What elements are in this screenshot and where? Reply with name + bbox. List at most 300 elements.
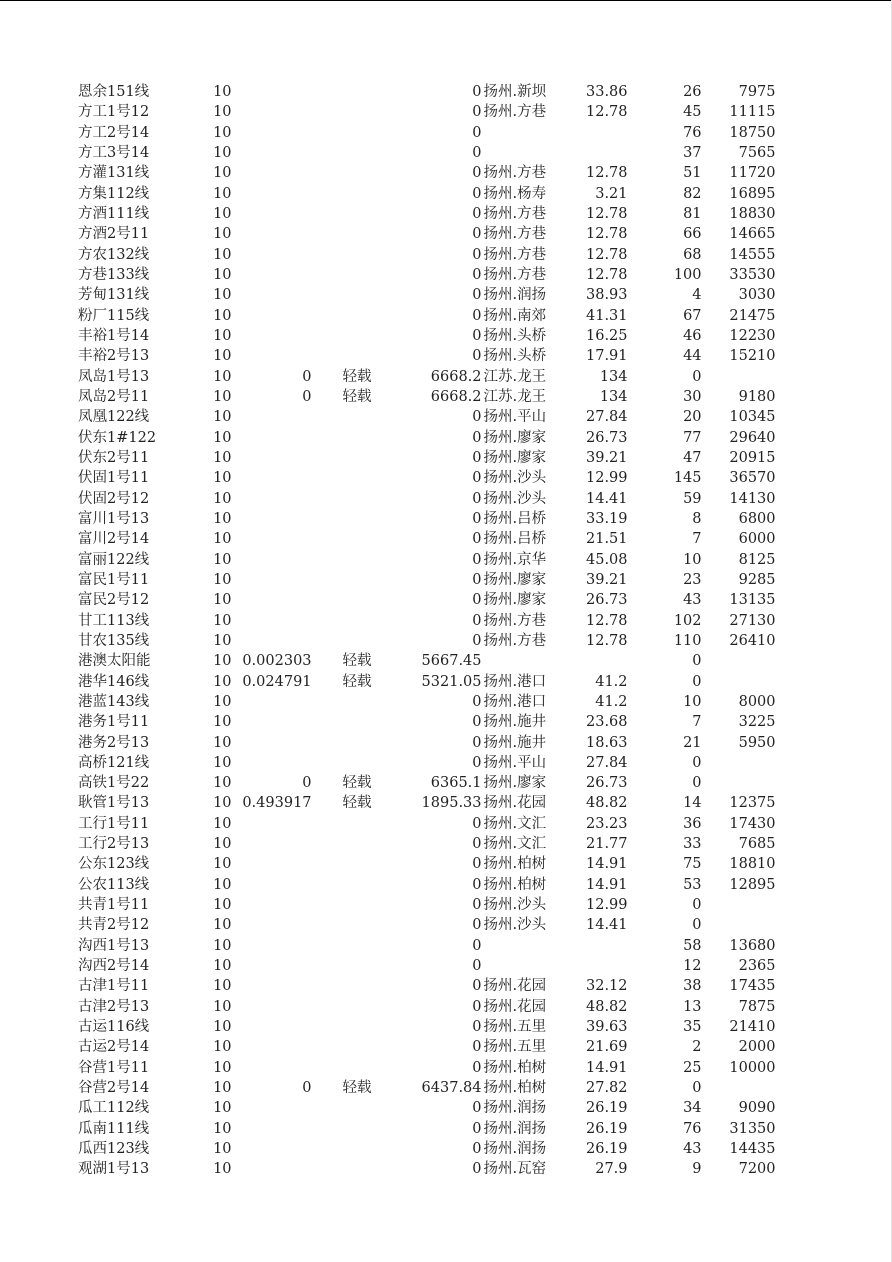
line-name-cell: 港务1号11 — [78, 714, 150, 731]
ratio-cell — [232, 123, 312, 143]
total-cell — [702, 773, 776, 793]
table-row — [78, 651, 776, 671]
line-name-cell: 耿管1号13 — [78, 795, 150, 812]
count-cell: 53 — [683, 876, 702, 893]
load-status-cell — [312, 1119, 372, 1139]
voltage-cell: 10 — [213, 592, 232, 609]
voltage-cell: 10 — [213, 287, 232, 304]
voltage-cell: 10 — [213, 348, 232, 365]
distance-cell: 23.23 — [586, 815, 628, 832]
voltage-cell: 10 — [213, 1080, 232, 1097]
line-name-cell: 瓜工112线 — [78, 1100, 150, 1117]
value-cell: 0 — [472, 754, 482, 771]
total-cell: 12230 — [729, 327, 776, 344]
distance-cell: 21.69 — [586, 1039, 628, 1056]
value-cell: 0 — [472, 978, 482, 995]
table-row — [78, 773, 776, 793]
voltage-cell: 10 — [213, 917, 232, 934]
load-status-cell — [312, 631, 372, 651]
area-cell: 扬州.廖家 — [483, 449, 547, 466]
distance-cell: 14.91 — [586, 1059, 628, 1076]
line-name-cell: 甘工113线 — [78, 612, 150, 629]
table-row — [78, 1017, 776, 1037]
ratio-cell — [232, 428, 312, 448]
line-name-cell: 伏固2号12 — [78, 490, 150, 507]
table-row — [78, 204, 776, 224]
load-status-cell: 轻载 — [342, 388, 372, 405]
count-cell: 9 — [692, 1161, 702, 1178]
load-status-cell — [312, 1139, 372, 1159]
distance-cell: 12.78 — [586, 226, 628, 243]
load-status-cell — [312, 611, 372, 631]
ratio-cell — [232, 1098, 312, 1118]
voltage-cell: 10 — [213, 1059, 232, 1076]
total-cell: 7565 — [738, 144, 776, 161]
value-cell: 0 — [472, 470, 482, 487]
total-cell: 6000 — [738, 531, 776, 548]
voltage-cell: 10 — [213, 409, 232, 426]
area-cell — [482, 143, 558, 163]
voltage-cell: 10 — [213, 571, 232, 588]
count-cell: 77 — [683, 429, 702, 446]
load-status-cell — [312, 1037, 372, 1057]
area-cell: 扬州.润扬 — [483, 1141, 547, 1158]
ratio-cell — [232, 163, 312, 183]
ratio-cell — [232, 915, 312, 935]
ratio-cell — [232, 753, 312, 773]
line-name-cell: 公东123线 — [78, 856, 150, 873]
total-cell: 13135 — [729, 592, 776, 609]
area-cell: 扬州.润扬 — [483, 287, 547, 304]
count-cell: 38 — [683, 978, 702, 995]
total-cell — [702, 672, 776, 692]
ratio-cell — [232, 184, 312, 204]
count-cell: 12 — [683, 958, 702, 975]
table-row — [78, 285, 776, 305]
voltage-cell: 10 — [213, 897, 232, 914]
voltage-cell: 10 — [213, 815, 232, 832]
load-status-cell: 轻载 — [342, 795, 372, 812]
table-row — [78, 245, 776, 265]
total-cell — [702, 895, 776, 915]
total-cell: 12375 — [729, 795, 776, 812]
table-body — [78, 82, 776, 1180]
table-row — [78, 590, 776, 610]
load-status-cell — [312, 956, 372, 976]
load-status-cell — [312, 733, 372, 753]
table-row — [78, 1159, 776, 1179]
value-cell: 0 — [472, 490, 482, 507]
line-name-cell: 谷营2号14 — [78, 1080, 150, 1097]
line-name-cell: 方农132线 — [78, 246, 150, 263]
area-cell: 扬州.柏树 — [483, 1080, 547, 1097]
table-row — [78, 631, 776, 651]
voltage-cell: 10 — [213, 266, 232, 283]
line-name-cell: 富川1号13 — [78, 510, 150, 527]
total-cell: 29640 — [729, 429, 776, 446]
area-cell: 扬州.沙头 — [483, 897, 547, 914]
count-cell: 14 — [683, 795, 702, 812]
load-status-cell — [312, 1159, 372, 1179]
value-cell: 0 — [472, 937, 482, 954]
ratio-cell — [232, 468, 312, 488]
table-row — [78, 915, 776, 935]
table-row — [78, 265, 776, 285]
total-cell: 5950 — [738, 734, 776, 751]
total-cell: 10345 — [729, 409, 776, 426]
line-name-cell: 富民1号11 — [78, 571, 150, 588]
value-cell: 0 — [472, 348, 482, 365]
voltage-cell: 10 — [213, 795, 232, 812]
ratio-cell — [232, 570, 312, 590]
voltage-cell: 10 — [213, 470, 232, 487]
area-cell — [482, 956, 558, 976]
area-cell: 扬州.花园 — [483, 998, 547, 1015]
table-row — [78, 346, 776, 366]
voltage-cell: 10 — [213, 246, 232, 263]
line-name-cell: 共青2号12 — [78, 917, 150, 934]
ratio-cell — [232, 1037, 312, 1057]
value-cell: 1895.33 — [421, 795, 482, 812]
table-row — [78, 163, 776, 183]
value-cell: 0 — [472, 246, 482, 263]
load-status-cell — [312, 265, 372, 285]
count-cell: 25 — [683, 1059, 702, 1076]
total-cell: 9285 — [738, 571, 776, 588]
voltage-cell: 10 — [213, 612, 232, 629]
total-cell: 11115 — [729, 104, 776, 121]
line-name-cell: 凤岛2号11 — [78, 388, 150, 405]
count-cell: 20 — [683, 409, 702, 426]
count-cell: 58 — [683, 937, 702, 954]
ratio-cell — [232, 895, 312, 915]
total-cell: 15210 — [729, 348, 776, 365]
table-row — [78, 550, 776, 570]
load-status-cell — [312, 692, 372, 712]
voltage-cell: 10 — [213, 165, 232, 182]
line-name-cell: 港蓝143线 — [78, 693, 150, 710]
table-row — [78, 976, 776, 996]
voltage-cell: 10 — [213, 185, 232, 202]
voltage-cell: 10 — [213, 958, 232, 975]
total-cell: 33530 — [729, 266, 776, 283]
load-status-cell — [312, 936, 372, 956]
area-cell: 扬州.施井 — [483, 714, 547, 731]
load-status-cell — [312, 102, 372, 122]
value-cell: 0 — [472, 1161, 482, 1178]
count-cell: 0 — [692, 897, 702, 914]
voltage-cell: 10 — [213, 734, 232, 751]
count-cell: 26 — [683, 84, 702, 100]
distance-cell: 134 — [599, 388, 628, 405]
count-cell: 145 — [673, 470, 702, 487]
ratio-cell — [232, 326, 312, 346]
count-cell: 0 — [692, 917, 702, 934]
area-cell: 扬州.吕桥 — [483, 510, 547, 527]
ratio-cell — [232, 712, 312, 732]
area-cell: 扬州.南郊 — [483, 307, 547, 324]
load-status-cell — [312, 590, 372, 610]
value-cell: 0 — [472, 266, 482, 283]
load-status-cell: 轻载 — [342, 1080, 372, 1097]
value-cell: 0 — [472, 551, 482, 568]
table-row — [78, 326, 776, 346]
load-status-cell: 轻载 — [342, 673, 372, 690]
area-cell: 扬州.柏树 — [483, 876, 547, 893]
line-name-cell: 古运116线 — [78, 1019, 150, 1036]
load-status-cell — [312, 570, 372, 590]
distance-cell: 12.78 — [586, 205, 628, 222]
voltage-cell: 10 — [213, 1100, 232, 1117]
load-status-cell — [312, 1098, 372, 1118]
area-cell: 扬州.沙头 — [483, 490, 547, 507]
area-cell: 扬州.廖家 — [483, 571, 547, 588]
line-name-cell: 富丽122线 — [78, 551, 150, 568]
total-cell: 7200 — [738, 1161, 776, 1178]
distance-cell: 21.51 — [586, 531, 628, 548]
distance-cell: 18.63 — [586, 734, 628, 751]
distance-cell: 12.78 — [586, 612, 628, 629]
distance-cell: 27.84 — [586, 754, 628, 771]
ratio-cell — [232, 692, 312, 712]
voltage-cell: 10 — [213, 226, 232, 243]
distance-cell: 12.99 — [586, 897, 628, 914]
ratio-cell — [232, 82, 312, 102]
distance-cell: 26.73 — [586, 775, 628, 792]
table-row — [78, 1037, 776, 1057]
value-cell: 0 — [472, 185, 482, 202]
count-cell: 7 — [692, 714, 702, 731]
voltage-cell: 10 — [213, 205, 232, 222]
ratio-cell — [232, 1159, 312, 1179]
area-cell: 扬州.沙头 — [483, 917, 547, 934]
voltage-cell: 10 — [213, 937, 232, 954]
total-cell: 18830 — [729, 205, 776, 222]
data-table — [78, 82, 776, 1180]
table-row — [78, 1139, 776, 1159]
value-cell: 6668.2 — [430, 368, 482, 385]
total-cell: 13680 — [729, 937, 776, 954]
table-row — [78, 448, 776, 468]
count-cell: 110 — [673, 632, 702, 649]
voltage-cell: 10 — [213, 978, 232, 995]
area-cell: 扬州.廖家 — [483, 775, 547, 792]
line-name-cell: 瓜南111线 — [78, 1120, 150, 1137]
ratio-cell — [232, 1017, 312, 1037]
ratio-cell — [232, 956, 312, 976]
total-cell: 14130 — [729, 490, 776, 507]
distance-cell: 33.19 — [586, 510, 628, 527]
table-row — [78, 143, 776, 163]
area-cell: 扬州.头桥 — [483, 327, 547, 344]
value-cell: 5321.05 — [421, 673, 482, 690]
area-cell: 扬州.方巷 — [483, 612, 547, 629]
total-cell: 17435 — [729, 978, 776, 995]
area-cell: 扬州.吕桥 — [483, 531, 547, 548]
line-name-cell: 方酒2号11 — [78, 226, 150, 243]
table-row — [78, 814, 776, 834]
ratio-cell — [232, 976, 312, 996]
distance-cell: 32.12 — [586, 978, 628, 995]
value-cell: 0 — [472, 815, 482, 832]
table-row — [78, 489, 776, 509]
value-cell: 0 — [472, 327, 482, 344]
area-cell: 扬州.瓦窑 — [483, 1161, 547, 1178]
load-status-cell — [312, 143, 372, 163]
area-cell: 扬州.花园 — [483, 978, 547, 995]
table-row — [78, 672, 776, 692]
ratio-cell — [232, 489, 312, 509]
count-cell: 68 — [683, 246, 702, 263]
load-status-cell — [312, 529, 372, 549]
table-row — [78, 875, 776, 895]
table-row — [78, 509, 776, 529]
load-status-cell — [312, 976, 372, 996]
load-status-cell — [312, 915, 372, 935]
value-cell: 5667.45 — [421, 653, 482, 670]
load-status-cell — [312, 306, 372, 326]
area-cell: 扬州.柏树 — [483, 1059, 547, 1076]
total-cell: 31350 — [729, 1120, 776, 1137]
distance-cell: 39.21 — [586, 571, 628, 588]
line-name-cell: 高桥121线 — [78, 754, 150, 771]
table-row — [78, 854, 776, 874]
distance-cell: 26.73 — [586, 592, 628, 609]
distance-cell: 134 — [599, 368, 628, 385]
distance-cell: 41.2 — [595, 673, 628, 690]
voltage-cell: 10 — [213, 693, 232, 710]
line-name-cell: 公农113线 — [78, 876, 150, 893]
total-cell: 3225 — [738, 714, 776, 731]
table-row — [78, 733, 776, 753]
load-status-cell: 轻载 — [342, 775, 372, 792]
distance-cell: 41.2 — [595, 693, 628, 710]
line-name-cell: 工行1号11 — [78, 815, 150, 832]
ratio-cell — [232, 102, 312, 122]
voltage-cell: 10 — [213, 388, 232, 405]
table-row — [78, 997, 776, 1017]
distance-cell: 39.63 — [586, 1019, 628, 1036]
table-row — [78, 1098, 776, 1118]
count-cell: 82 — [683, 185, 702, 202]
line-name-cell: 谷营1号11 — [78, 1059, 150, 1076]
total-cell: 3030 — [738, 287, 776, 304]
distance-cell: 14.91 — [586, 876, 628, 893]
distance-cell: 3.21 — [595, 185, 628, 202]
count-cell: 23 — [683, 571, 702, 588]
count-cell: 36 — [683, 815, 702, 832]
load-status-cell — [312, 82, 372, 102]
voltage-cell: 10 — [213, 1039, 232, 1056]
area-cell: 扬州.五里 — [483, 1019, 547, 1036]
distance-cell: 33.86 — [586, 84, 628, 100]
area-cell — [482, 651, 558, 671]
value-cell: 0 — [472, 449, 482, 466]
line-name-cell: 凤岛1号13 — [78, 368, 150, 385]
count-cell: 47 — [683, 449, 702, 466]
ratio-cell: 0 — [302, 388, 312, 405]
line-name-cell: 共青1号11 — [78, 897, 150, 914]
count-cell: 59 — [683, 490, 702, 507]
area-cell: 扬州.平山 — [483, 409, 547, 426]
line-name-cell: 方巷133线 — [78, 266, 150, 283]
total-cell: 7975 — [738, 84, 776, 100]
ratio-cell — [232, 814, 312, 834]
total-cell: 21410 — [729, 1019, 776, 1036]
area-cell: 扬州.头桥 — [483, 348, 547, 365]
area-cell: 扬州.方巷 — [483, 632, 547, 649]
ratio-cell — [232, 285, 312, 305]
count-cell: 30 — [683, 388, 702, 405]
value-cell: 0 — [472, 1059, 482, 1076]
count-cell: 13 — [683, 998, 702, 1015]
table-row — [78, 428, 776, 448]
table-row — [78, 529, 776, 549]
voltage-cell: 10 — [213, 653, 232, 670]
voltage-cell: 10 — [213, 429, 232, 446]
value-cell: 0 — [472, 1100, 482, 1117]
voltage-cell: 10 — [213, 1161, 232, 1178]
line-name-cell: 高铁1号22 — [78, 775, 150, 792]
count-cell: 76 — [683, 124, 702, 141]
load-status-cell — [312, 468, 372, 488]
distance-cell: 39.21 — [586, 449, 628, 466]
ratio-cell — [232, 346, 312, 366]
load-status-cell — [312, 285, 372, 305]
distance-cell: 12.78 — [586, 104, 628, 121]
voltage-cell: 10 — [213, 1019, 232, 1036]
value-cell: 0 — [472, 897, 482, 914]
value-cell: 0 — [472, 1039, 482, 1056]
table-row — [78, 468, 776, 488]
line-name-cell: 观湖1号13 — [78, 1161, 150, 1178]
value-cell: 0 — [472, 165, 482, 182]
total-cell: 17430 — [729, 815, 776, 832]
table-row — [78, 1078, 776, 1098]
table-row — [78, 82, 776, 102]
line-name-cell: 瓜西123线 — [78, 1141, 150, 1158]
table-row — [78, 753, 776, 773]
area-cell — [482, 936, 558, 956]
total-cell: 7685 — [738, 836, 776, 853]
area-cell: 扬州.方巷 — [483, 266, 547, 283]
area-cell: 扬州.方巷 — [483, 205, 547, 222]
line-name-cell: 粉厂115线 — [78, 307, 150, 324]
area-cell: 扬州.文汇 — [483, 815, 547, 832]
load-status-cell — [312, 509, 372, 529]
table-row — [78, 367, 776, 387]
total-cell: 8000 — [738, 693, 776, 710]
value-cell: 0 — [472, 612, 482, 629]
top-border-line — [0, 0, 892, 1]
voltage-cell: 10 — [213, 307, 232, 324]
ratio-cell — [232, 590, 312, 610]
distance-cell: 26.19 — [586, 1141, 628, 1158]
line-name-cell: 古运2号14 — [78, 1039, 150, 1056]
total-cell: 14665 — [729, 226, 776, 243]
voltage-cell: 10 — [213, 998, 232, 1015]
distance-cell — [558, 143, 628, 163]
table-row — [78, 407, 776, 427]
line-name-cell: 富民2号12 — [78, 592, 150, 609]
line-name-cell: 甘农135线 — [78, 632, 150, 649]
ratio-cell — [232, 875, 312, 895]
ratio-cell — [232, 834, 312, 854]
count-cell: 21 — [683, 734, 702, 751]
line-name-cell: 恩余151线 — [78, 84, 150, 100]
load-status-cell — [312, 895, 372, 915]
load-status-cell: 轻载 — [342, 368, 372, 385]
